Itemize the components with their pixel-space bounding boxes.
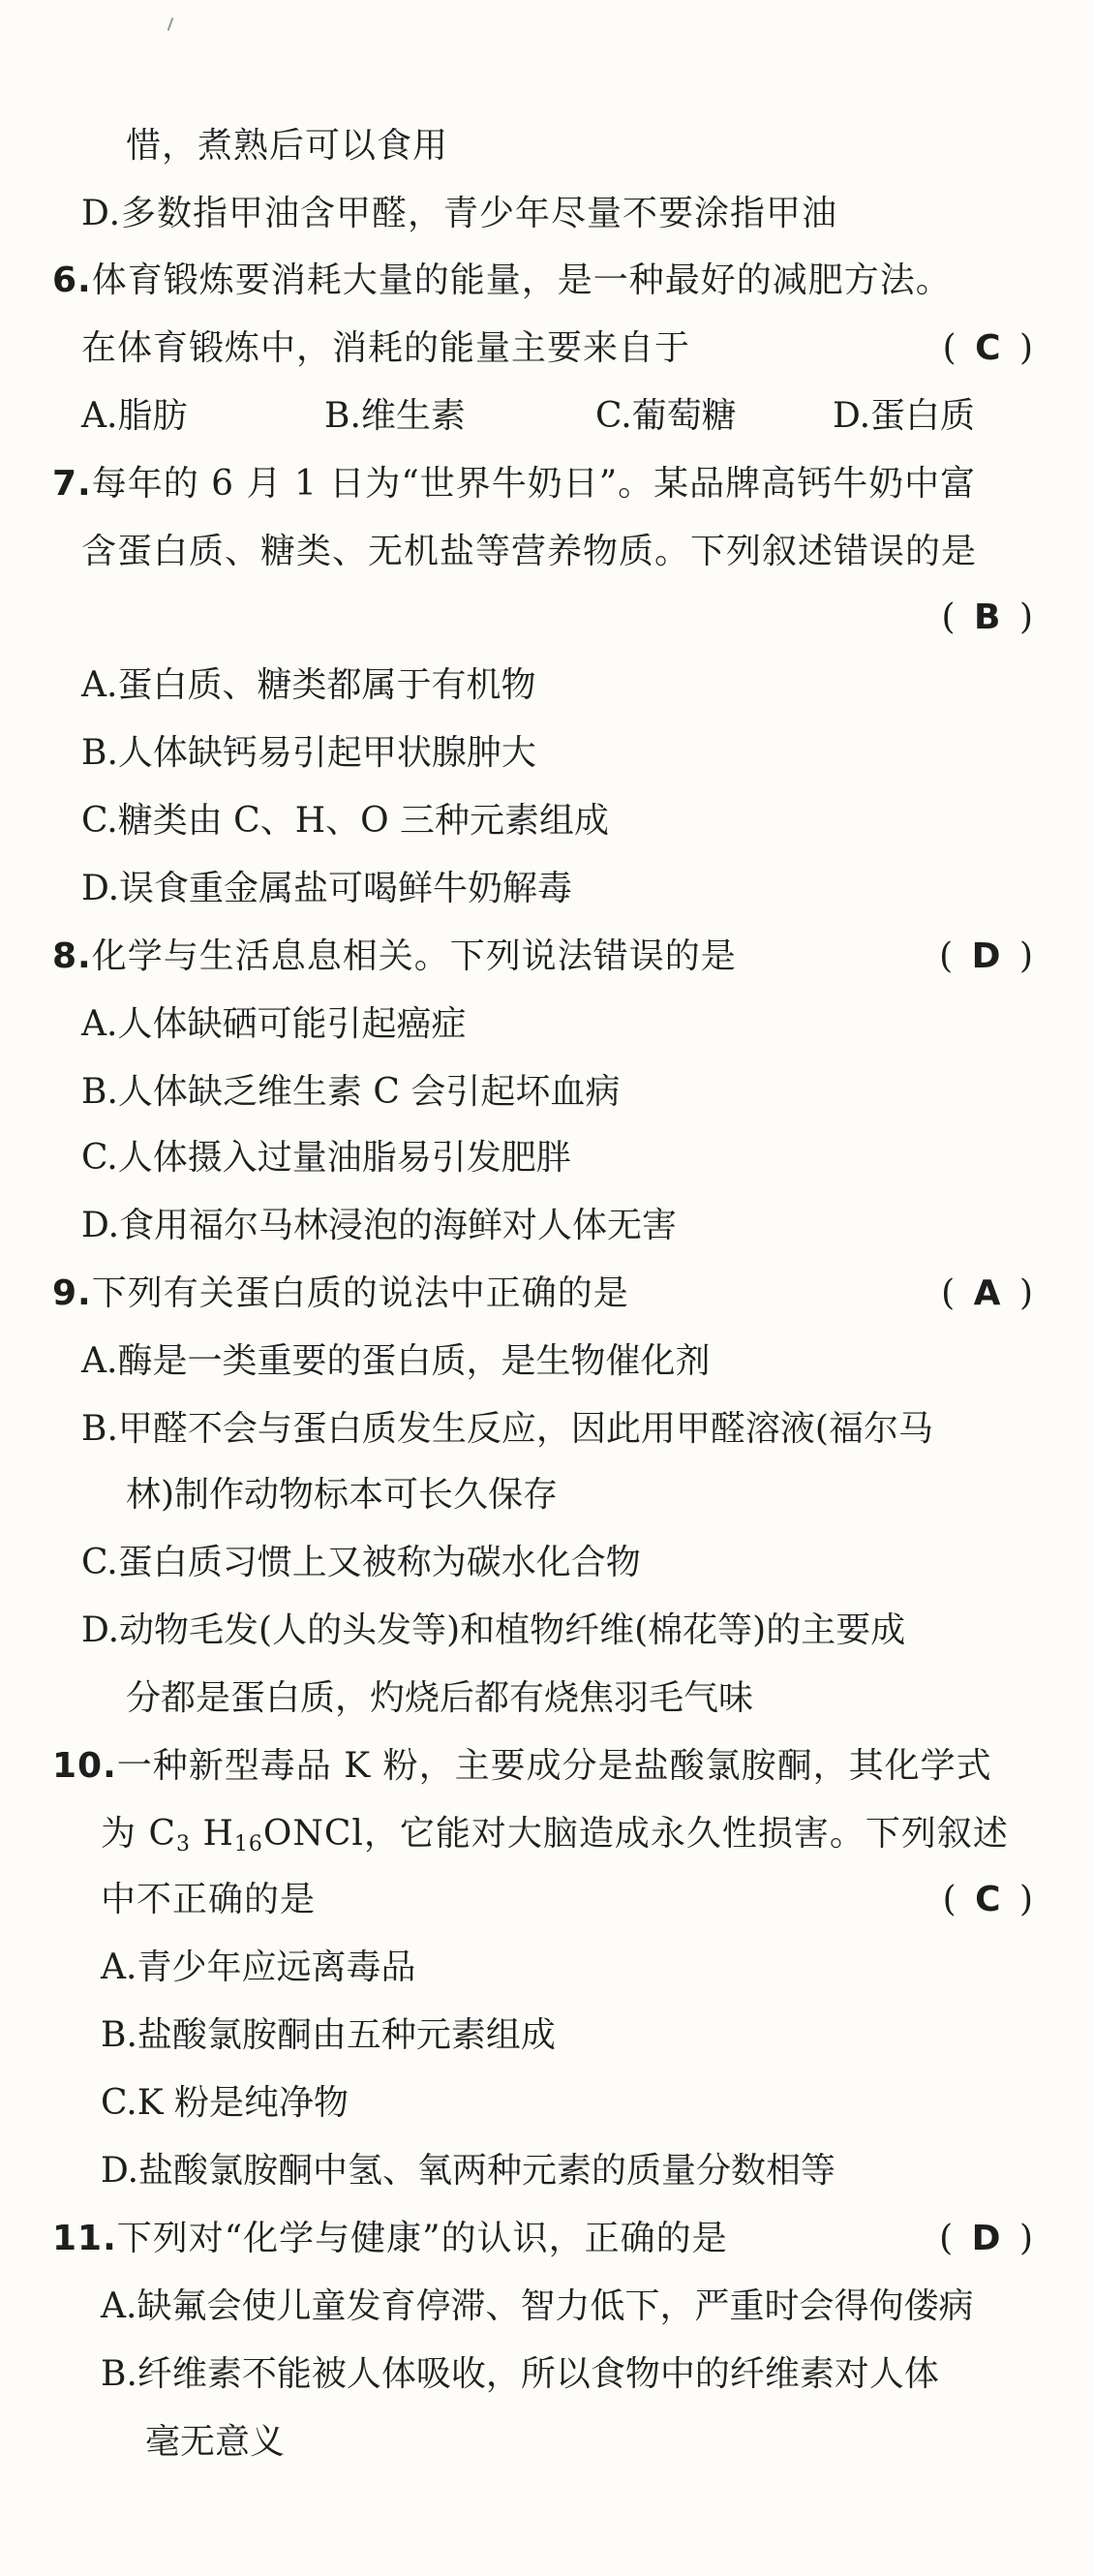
q8-stem: 8.化学与生活息息相关。下列说法错误的是 (52, 936, 737, 976)
q10-stem-line2: 为 $C_3$ $H_{16}ONCl$，它能对大脑造成永久性损害。下列叙述 (101, 1814, 1009, 1856)
q11-stem: 11.下列对“化学与健康”的认识，正确的是 (52, 2219, 728, 2258)
q11-number: 11. (52, 2219, 117, 2258)
q6-option-a: A.脂肪 (81, 396, 188, 436)
q6-stem-line1: 6.体育锻炼要消耗大量的能量，是一种最好的减肥方法。 (52, 261, 952, 300)
q8-option-c: C.人体摄入过量油脂易引发肥胖 (81, 1138, 571, 1178)
q9-stem: 9.下列有关蛋白质的说法中正确的是 (52, 1273, 629, 1313)
q7-number: 7. (52, 464, 92, 504)
scan-mark (167, 17, 174, 31)
q9-option-d-line2: 分都是蛋白质，灼烧后都有烧焦羽毛气味 (126, 1678, 754, 1718)
q10-stem-line3: 中不正确的是 (101, 1880, 317, 1919)
q7-answer: ( B ) (941, 598, 1037, 637)
q11-option-a: A.缺氟会使儿童发育停滞、智力低下，严重时会得佝偻病 (101, 2286, 974, 2326)
q9-option-d-line1: D.动物毛发(人的头发等)和植物纤维(棉花等)的主要成 (81, 1610, 906, 1650)
q5-option-d: D.多数指甲油含甲醛，青少年尽量不要涂指甲油 (81, 194, 838, 233)
q6-option-c: C.葡萄糖 (595, 396, 737, 436)
q7-option-b: B.人体缺钙易引起甲状腺肿大 (81, 733, 536, 773)
q6-answer: ( C ) (942, 328, 1037, 368)
q10-stem-line1: 10.一种新型毒品 K 粉，主要成分是盐酸氯胺酮，其化学式 (52, 1746, 992, 1786)
q10-option-b: B.盐酸氯胺酮由五种元素组成 (101, 2015, 556, 2055)
q6-option-d: D.蛋白质 (833, 396, 976, 436)
q9-answer: ( A ) (941, 1273, 1037, 1313)
q7-option-d: D.误食重金属盐可喝鲜牛奶解毒 (81, 869, 573, 908)
q11-answer: ( D ) (939, 2219, 1037, 2258)
q6-number: 6. (52, 261, 92, 300)
q8-option-d: D.食用福尔马林浸泡的海鲜对人体无害 (81, 1206, 678, 1245)
q5-option-c-tail: 惜，煮熟后可以食用 (126, 126, 449, 166)
q9-option-b-line2: 林)制作动物标本可长久保存 (126, 1475, 559, 1515)
q8-option-b: B.人体缺乏维生素 C 会引起坏血病 (81, 1072, 621, 1112)
q9-option-b-line1: B.甲醛不会与蛋白质发生反应，因此用甲醛溶液(福尔马 (81, 1409, 933, 1449)
q8-number: 8. (52, 936, 92, 976)
q10-option-c: C.K 粉是纯净物 (101, 2083, 349, 2123)
q10-answer: ( C ) (942, 1880, 1037, 1919)
q8-option-a: A.人体缺硒可能引起癌症 (81, 1004, 467, 1044)
q8-answer: ( D ) (939, 936, 1037, 976)
q7-stem-line2: 含蛋白质、糖类、无机盐等营养物质。下列叙述错误的是 (81, 532, 978, 571)
q7-option-a: A.蛋白质、糖类都属于有机物 (81, 665, 536, 705)
q10-number: 10. (52, 1746, 117, 1786)
q9-number: 9. (52, 1273, 92, 1313)
q7-option-c: C.糖类由 C、H、O 三种元素组成 (81, 801, 610, 841)
q11-option-b-line1: B.纤维素不能被人体吸收，所以食物中的纤维素对人体 (101, 2354, 939, 2394)
q10-option-d: D.盐酸氯胺酮中氢、氧两种元素的质量分数相等 (101, 2151, 836, 2191)
q11-option-b-line2: 毫无意义 (145, 2422, 286, 2462)
q7-stem-line1: 7.每年的 6 月 1 日为“世界牛奶日”。某品牌高钙牛奶中富 (52, 464, 977, 504)
q9-option-c: C.蛋白质习惯上又被称为碳水化合物 (81, 1543, 641, 1582)
q10-option-a: A.青少年应远离毒品 (101, 1947, 416, 1987)
q9-option-a: A.酶是一类重要的蛋白质，是生物催化剂 (81, 1341, 711, 1381)
q6-stem-line2: 在体育锻炼中，消耗的能量主要来自于 (81, 328, 691, 368)
q6-option-b: B.维生素 (324, 396, 466, 436)
